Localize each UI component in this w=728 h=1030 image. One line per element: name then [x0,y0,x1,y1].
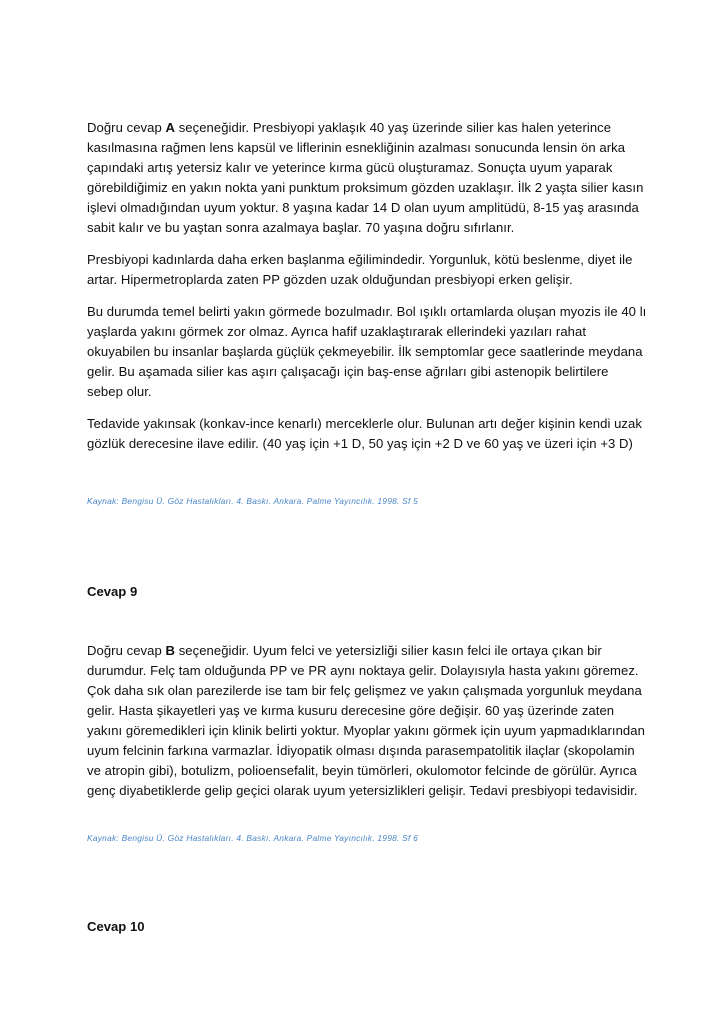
answer8-correct-option: A [165,120,175,135]
answer8-explanation: seçeneğidir. Presbiyopi yaklaşık 40 yaş üzerinde silier kas halen yeterince kasılmasına rağmen lens kapsül ve liflerinin esnekliğinin azalması sonucunda lensin ön arka çapındaki artış yetersiz kalır ve yeterince kırma gücü oluşturamaz. Sonuçta uyum yaparak görebildiğimiz en yakın nokta yani punktum proksimum gözden uzaklaşır. İlk 2 yaşta silier kasın işlevi olmadığından uyum yoktur. 8 yaşına kadar 14 D olan uyum amplitüdü, 8-15 yaş arasında sabit kalır ve bu yaştan sonra azalmaya başlar. 70 yaşına doğru sıfırlanır. [87,120,644,235]
document-page [87,118,647,934]
answer9-intro: Doğru cevap [87,643,166,658]
answer9-correct-option: B [165,643,175,658]
answer10-heading: Cevap 10 [87,919,145,934]
answer8-paragraph-2: Presbiyopi kadınlarda daha erken başlanma eğilimindedir. Yorgunluk, kötü beslenme, diyet ile artar. Hipermetroplarda zaten PP gözden uzak olduğundan presbiyopi erken gelişir. [87,252,633,287]
answer8-paragraph-4: Tedavide yakınsak (konkav-ince kenarlı) merceklerle olur. Bulunan artı değer kişinin kendi uzak gözlük derecesine ilave edilir. (40 yaş için +1 D, 50 yaş için +2 D ve 60 yaş ve üzeri için +3 D) [87,416,642,451]
answer8-intro: Doğru cevap [87,120,166,135]
answer9-heading: Cevap 9 [87,584,138,599]
answer9-paragraph-1 [87,641,647,801]
answer8-paragraph-3: Bu durumda temel belirti yakın görmede bozulmadır. Bol ışıklı ortamlarda oluşan myozis ile 40 lı yaşlarda yakını görmek zor olmaz. Ayrıca hafif uzaklaştırarak ellerindeki yazıları rahat okuyabilen bu insanlar başlarda güçlük çekmeyebilir. İlk semptomlar gece saatlerinde meydana gelir. Bu aşamada silier kas aşırı çalışacağı için baş-ense ağrıları gibi astenopik belirtilere sebep olur. [87,304,647,399]
answer9-source-citation: Kaynak: Bengisu Ü. Göz Hastalıkları. 4. Baskı. Ankara. Palme Yayıncılık. 1998. Sf 6 [87,833,419,843]
answer8-paragraph-1 [87,118,647,238]
answer8-source-citation: Kaynak: Bengisu Ü. Göz Hastalıkları. 4. Baskı. Ankara. Palme Yayıncılık. 1998. Sf 5 [87,496,419,506]
answer9-explanation: seçeneğidir. Uyum felci ve yetersizliği silier kasın felci ile ortaya çıkan bir durumdur. Felç tam olduğunda PP ve PR aynı noktaya gelir. Dolayısıyla hasta yakını göremez. Çok daha sık olan parezilerde ise tam bir felç gelişmez ve yakın çalışmada yorgunluk meydana gelir. Hasta şikayetleri yaş ve kırma kusuru derecesine göre değişir. 60 yaş üzerinde zaten yakını göremedikleri için klinik belirti yoktur. Myoplar yakını görmek için uyum yapmadıklarından uyum felcinin farkına varmazlar. İdiyopatik olması dışında parasempatolitik ilaçlar (skopolamin ve atropin gibi), botulizm, polioensefalit, beyin tümörleri, okulomotor felcinde de görülür. Ayrıca genç diyabetiklerde gelip geçici olarak uyum yetersizlikleri gelişir. Tedavi presbiyopi tedavisidir. [87,643,645,798]
